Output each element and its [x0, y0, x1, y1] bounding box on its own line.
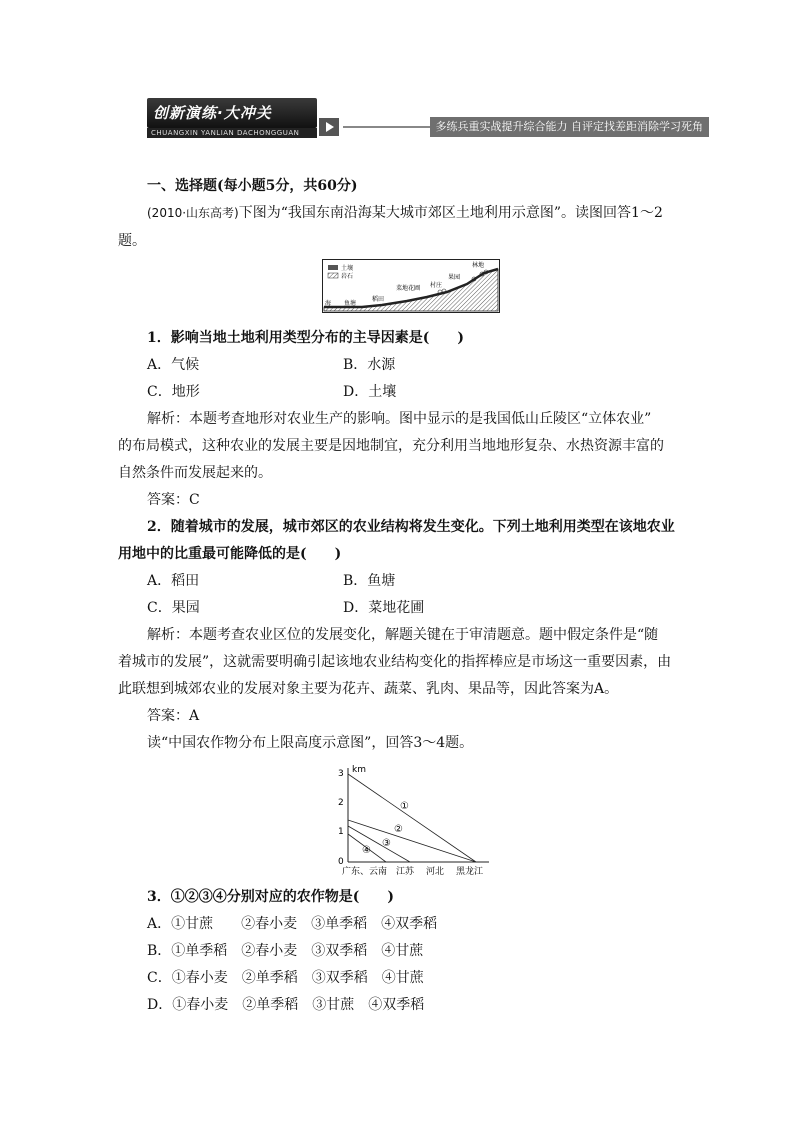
intro-line-2: 题。 [118, 233, 146, 249]
banner-pinyin: CHUANGXIN YANLIAN DACHONGGUAN [147, 128, 317, 138]
marker-3: ③ [382, 838, 391, 849]
y-tick-2: 2 [338, 798, 344, 808]
q2-analysis-3: 此联想到城郊农业的发展对象主要为花卉、蔬菜、乳肉、果品等，因此答案为A。 [118, 681, 619, 697]
y-unit-label: km [352, 765, 366, 775]
label-vegetable: 菜地花圃 [396, 285, 421, 292]
label-forest: 林地 [472, 262, 485, 269]
label-fishpond: 鱼塘 [344, 300, 357, 307]
marker-2: ② [394, 824, 403, 835]
y-tick-0: 0 [338, 857, 344, 867]
q1-analysis-1: 解析：本题考查地形对农业生产的影响。图中显示的是我国低山丘陵区“立体农业” [147, 411, 652, 427]
x-label-jiangsu: 江苏 [396, 867, 415, 877]
x-label-guangdong: 广东、云南 [342, 867, 388, 877]
q2-answer: 答案：A [147, 708, 200, 724]
play-arrow-icon [319, 118, 339, 136]
q3-option-b: B．①单季稻 ②春小麦 ③双季稻 ④甘蔗 [147, 943, 424, 959]
legend-soil-swatch [328, 265, 338, 270]
legend-rock-label: 岩石 [341, 273, 354, 280]
q3-option-c: C．①春小麦 ②单季稻 ③双季稻 ④甘蔗 [147, 970, 424, 986]
question-2-stem: 2．随着城市的发展，城市郊区的农业结构将发生变化。下列土地利用类型在该地农业 [147, 519, 675, 535]
q2-analysis-1: 解析：本题考查农业区位的发展变化，解题关键在于审清题意。题中假定条件是“随 [147, 627, 659, 643]
question-3-stem: 3．①②③④分别对应的农作物是( ) [147, 889, 394, 905]
legend-soil-label: 土壤 [341, 265, 354, 272]
y-tick-3: 3 [338, 769, 344, 779]
marker-4: ④ [362, 845, 371, 856]
label-village: 村庄 [430, 282, 443, 289]
q1-option-d: D．土壤 [343, 384, 397, 400]
intro-text: 下图为“我国东南沿海某大城市郊区土地利用示意图”。读图回答1～2 [238, 205, 663, 221]
q1-analysis-3: 自然条件而发展起来的。 [118, 465, 272, 481]
marker-1: ① [400, 801, 409, 812]
source-citation: (2010·山东高考) [147, 206, 239, 220]
x-label-hebei: 河北 [426, 867, 445, 877]
label-sea: 海 [325, 300, 332, 307]
header-banner [147, 98, 709, 140]
x-label-heilongjiang: 黑龙江 [456, 867, 484, 877]
question-1-stem: 1．影响当地土地利用类型分布的主导因素是( ) [147, 330, 464, 346]
land-use-diagram [322, 259, 500, 313]
q2-option-a: A．稻田 [147, 573, 200, 589]
question-2-stem-2: 用地中的比重最可能降低的是( ) [118, 546, 342, 562]
q1-answer: 答案：C [147, 492, 200, 508]
q1-option-c: C．地形 [147, 384, 200, 400]
legend-rock-swatch [328, 273, 338, 278]
q1-option-a: A．气候 [147, 357, 200, 373]
q2-option-c: C．果园 [147, 600, 200, 616]
banner-tagline: 多练兵重实战提升综合能力 自评定找差距消除学习死角 [430, 117, 710, 137]
intro-2: 读“中国农作物分布上限高度示意图”，回答3～4题。 [147, 735, 474, 751]
q3-option-d: D．①春小麦 ②单季稻 ③甘蔗 ④双季稻 [147, 997, 425, 1013]
q2-analysis-2: 着城市的发展”，这就需要明确引起该地农业结构变化的指挥棒应是市场这一重要因素，由 [118, 654, 672, 670]
q1-option-b: B．水源 [343, 357, 396, 373]
label-paddy: 稻田 [372, 296, 385, 303]
y-tick-1: 1 [338, 827, 344, 837]
intro-line [147, 203, 663, 223]
q3-option-a: A．①甘蔗 ②春小麦 ③单季稻 ④双季稻 [147, 916, 438, 932]
crop-altitude-diagram [334, 762, 494, 878]
q2-option-b: B．鱼塘 [343, 573, 396, 589]
q2-option-d: D．菜地花圃 [343, 600, 425, 616]
label-orchard: 果园 [448, 274, 461, 281]
banner-title: 创新演练·大冲关 [147, 98, 317, 128]
section-heading: 一、选择题(每小题5分，共60分) [147, 178, 358, 194]
q1-analysis-2: 的布局模式，这种农业的发展主要是因地制宜，充分利用当地地形复杂、水热资源丰富的 [118, 438, 664, 454]
